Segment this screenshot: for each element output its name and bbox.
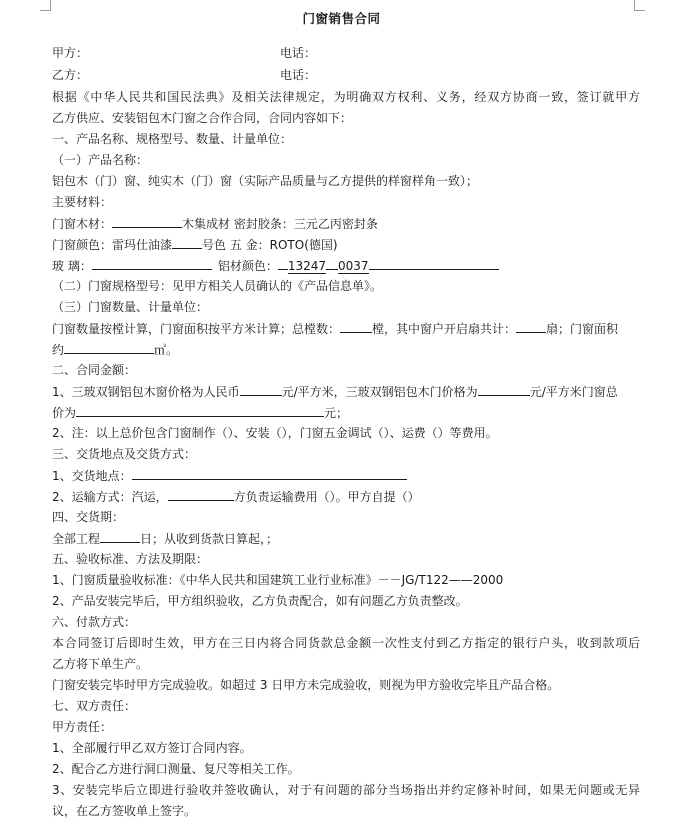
wood-label: 门窗木材： [52,217,113,231]
transport-text-a: 2、运输方式：汽运， [52,490,168,504]
party-b-row [52,67,640,83]
sash-count-blank [516,320,546,333]
wood-row [52,215,640,232]
party-a-duties-heading: 甲方责任： [52,720,113,734]
section-3-heading: 三、交货地点及交货方式： [52,447,197,461]
acceptance-process: 2、产品安装完毕后，甲方组织验收，乙方负责配合，如有问题乙方负责整改。 [52,594,468,608]
price-line-1 [52,383,640,400]
section-6-heading: 六、付款方式： [52,615,137,629]
party-b-phone-label: 电话： [280,68,317,82]
alu-code-1: 13247 [287,259,327,273]
wood-blank [112,215,182,228]
party-a-phone-label: 电话： [280,46,317,60]
quantity-text-a: 门窗数量按樘计算，门窗面积按平方米计算；总樘数： [52,322,341,336]
color-hardware: 号色 五 金：ROTO(德国) [202,238,338,252]
delivery-location-blank [132,467,407,480]
party-b-label: 乙方： [52,68,89,82]
aluminum-color-label: 铝材颜色： [217,259,278,273]
color-blank [172,236,202,249]
glass-blank [92,257,212,270]
quantity-line-2 [52,341,640,358]
delivery-period-row [52,530,640,547]
section-1-sub-1: （一）产品名称： [52,153,149,167]
total-label: 价为 [52,406,77,420]
color-label: 门窗颜色：雷玛仕油漆 [52,238,173,252]
alu-code-2: 0037 [338,259,369,273]
door-price-text: 元/平方米，三玻双钢铝包木门价格为 [281,385,478,399]
materials-heading: 主要材料： [52,195,113,209]
section-5-heading: 五、验收标准、方法及期限： [52,552,209,566]
total-unit: 元； [324,406,349,420]
section-4-heading: 四、交货期： [52,510,125,524]
window-price-text: 1、三玻双钢铝包木窗价格为人民币 [52,385,240,399]
area-text-a: 约 [52,343,65,357]
section-2-heading: 二、合同金额： [52,363,137,377]
duty-2: 2、配合乙方进行洞口测量、复尺等相关工作。 [52,762,300,776]
quantity-line-1 [52,320,640,337]
section-1-sub-3: （三）门窗数量、计量单位： [52,300,209,314]
duty-3-line-2: 议，在乙方签收单上签字。 [52,804,197,818]
quantity-text-c: 扇；门窗面积 [546,322,619,336]
product-names: 铝包木（门）窗、纯实木（门）窗（实际产品质量与乙方提供的样窗样角一致）； [52,174,479,188]
duty-1: 1、全部履行甲乙双方签订合同内容。 [52,741,252,755]
transport-text-b: 方负责运输费用（）。甲方自提（） [233,490,420,504]
price-line-2 [52,404,640,421]
delivery-period-text-b: 日；从收到货款日算起，； [140,532,279,546]
total-count-blank [340,320,372,333]
door-price-blank [478,383,530,396]
delivery-location-row [52,467,640,484]
party-a-label: 甲方： [52,46,89,60]
alu-blank-1 [278,257,288,270]
wood-value: 木集成材 密封胶条：三元乙丙密封条 [182,217,378,231]
payment-line-3: 门窗安装完毕时甲方完成验收。如超过 3 日甲方未完成验收，则视为甲方验收完毕且产品合格。 [52,678,560,692]
color-row [52,236,640,253]
price-note: 2、注：以上总价包含门窗制作（）、安装（），门窗五金调试（）、运费（）等费用。 [52,426,498,440]
delivery-days-blank [100,530,140,543]
area-text-b: ㎡。 [154,343,179,357]
alu-blank-3 [369,257,499,270]
delivery-location-label: 1、交货地点： [52,469,132,483]
transport-party-blank [168,488,234,501]
glass-row [52,257,640,274]
section-1-heading: 一、产品名称、规格型号、数量、计量单位： [52,132,293,146]
glass-label: 玻 璃： [52,259,92,273]
acceptance-standard: 1、门窗质量验收标准：《中华人民共和国建筑工业行业标准》－－JG/T122——2000 [52,573,504,587]
transport-row [52,488,640,505]
duty-3-line-1: 3、安装完毕后立即进行验收并签收确认，对于有问题的部分当场指出并约定修补时间，如果无问题或无异 [52,783,640,797]
document-title: 门窗销售合同 [302,11,381,26]
total-price-blank [76,404,324,417]
total-price-text: 元/平方米门窗总 [529,385,618,399]
section-1-sub-2: （二）门窗规格型号：见甲方相关人员确认的《产品信息单》。 [52,279,383,293]
quantity-text-b: 樘，其中窗户开启扇共计： [372,322,517,336]
payment-line-1: 本合同签订后即时生效，甲方在三日内将合同货款总金额一次性支付到乙方指定的银行户头，收到款项后 [52,636,640,650]
party-a-row [52,45,640,61]
intro-line-2: 乙方供应、安装铝包木门窗之合作合同，合同内容如下： [52,111,353,125]
intro-line-1: 根据《中华人民共和国民法典》及相关法律规定，为明确双方权利、义务，经双方协商一致，签订就甲方 [52,90,640,104]
delivery-period-text-a: 全部工程 [52,532,101,546]
section-7-heading: 七、双方责任： [52,699,137,713]
payment-line-2: 乙方将下单生产。 [52,657,149,671]
alu-blank-2 [326,257,338,270]
area-blank [64,341,154,354]
window-price-blank [240,383,282,396]
